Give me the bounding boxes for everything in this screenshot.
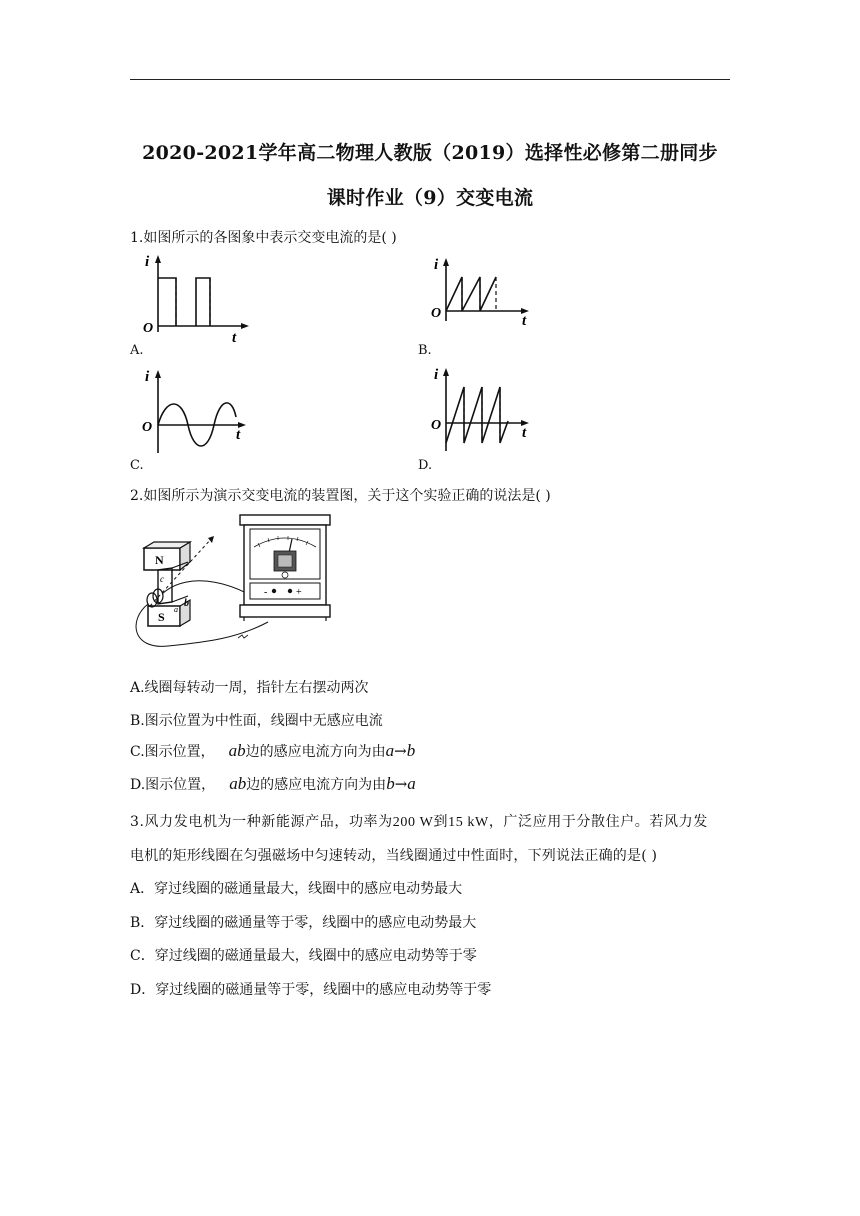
power-low: 200 W <box>392 815 434 830</box>
arrow-symbol: → <box>394 775 408 793</box>
axis-t-label: t <box>522 313 527 327</box>
axis-i-label: i <box>434 367 439 383</box>
q1-option-a: A. <box>130 343 144 358</box>
q3-text-b: 到 <box>433 814 449 830</box>
q3-option-b: B．穿过线圈的磁通量等于零，线圈中的感应电动势最大 <box>130 915 477 931</box>
q3-text-a: 3.风力发电机为一种新能源产品，功率为 <box>130 814 393 830</box>
var-to: a <box>407 774 416 793</box>
q1-graph-a <box>140 252 255 344</box>
q1-graph-b <box>428 255 538 327</box>
origin-label: O <box>142 420 153 435</box>
origin-label: O <box>431 418 442 433</box>
q3-text-c: ，广泛应用于分散住户。若风力发 <box>488 814 708 830</box>
north-pole-label: N <box>155 553 164 567</box>
option-mid: 边的感应电流方向为由 <box>246 777 387 793</box>
var-from: a <box>385 741 395 760</box>
q2-galvanometer <box>236 513 336 623</box>
terminal-minus-label: - <box>264 587 268 598</box>
option-mid: 边的感应电流方向为由 <box>245 744 386 760</box>
var-ab: ab <box>228 741 246 760</box>
arrow-symbol: → <box>394 742 407 760</box>
coil-label-a: a <box>174 605 178 614</box>
q1-graph-c <box>140 367 255 457</box>
axis-t-label: t <box>232 330 237 344</box>
axis-i-label: i <box>145 254 150 270</box>
axis-t-label: t <box>522 425 527 441</box>
origin-label: O <box>143 321 154 336</box>
var-ab: ab <box>229 774 247 793</box>
q1-graph-d <box>428 365 538 457</box>
q1-stem: 1.如图所示的各图象中表示交变电流的是( ) <box>130 230 397 246</box>
title-line-1: 2020-2021学年高二物理人教版（2019）选择性必修第二册同步 <box>142 142 718 164</box>
q1-option-c: C. <box>130 458 144 473</box>
q3-stem-line-1 <box>130 811 730 831</box>
axis-t-label: t <box>236 427 241 443</box>
q3-stem-line-2: 电机的矩形线圈在匀强磁场中匀速转动，当线圈通过中性面时，下列说法正确的是( ) <box>130 848 658 864</box>
q2-option-d <box>130 774 416 794</box>
terminal-plus-label: + <box>296 587 302 598</box>
coil-label-b: b <box>184 598 189 609</box>
var-to: b <box>406 741 416 760</box>
origin-label: O <box>431 306 442 321</box>
option-prefix: C.图示位置， <box>130 744 215 760</box>
option-prefix: D.图示位置， <box>130 777 216 793</box>
q3-option-d: D．穿过线圈的磁通量等于零，线圈中的感应电动势等于零 <box>130 982 492 998</box>
q2-option-a: A.线圈每转动一周，指针左右摆动两次 <box>130 680 369 696</box>
q1-option-d: D. <box>418 458 433 473</box>
q3-option-a: A．穿过线圈的磁通量最大，线圈中的感应电动势最大 <box>130 881 463 897</box>
axis-i-label: i <box>145 369 150 385</box>
south-pole-label: S <box>158 610 165 624</box>
var-from: b <box>386 774 395 793</box>
q2-option-c <box>130 741 415 761</box>
power-high: 15 kW <box>448 815 489 830</box>
q2-option-b: B.图示位置为中性面，线圈中无感应电流 <box>130 713 383 729</box>
q1-option-b: B. <box>418 343 432 358</box>
q2-stem: 2.如图所示为演示交变电流的装置图，关于这个实验正确的说法是( ) <box>130 488 551 504</box>
header-rule <box>130 79 730 80</box>
coil-label-c: c <box>160 574 164 584</box>
title-line-2: 课时作业（9）交变电流 <box>326 187 534 209</box>
q3-option-c: C．穿过线圈的磁通量最大，线圈中的感应电动势等于零 <box>130 948 477 964</box>
axis-i-label: i <box>434 257 439 273</box>
